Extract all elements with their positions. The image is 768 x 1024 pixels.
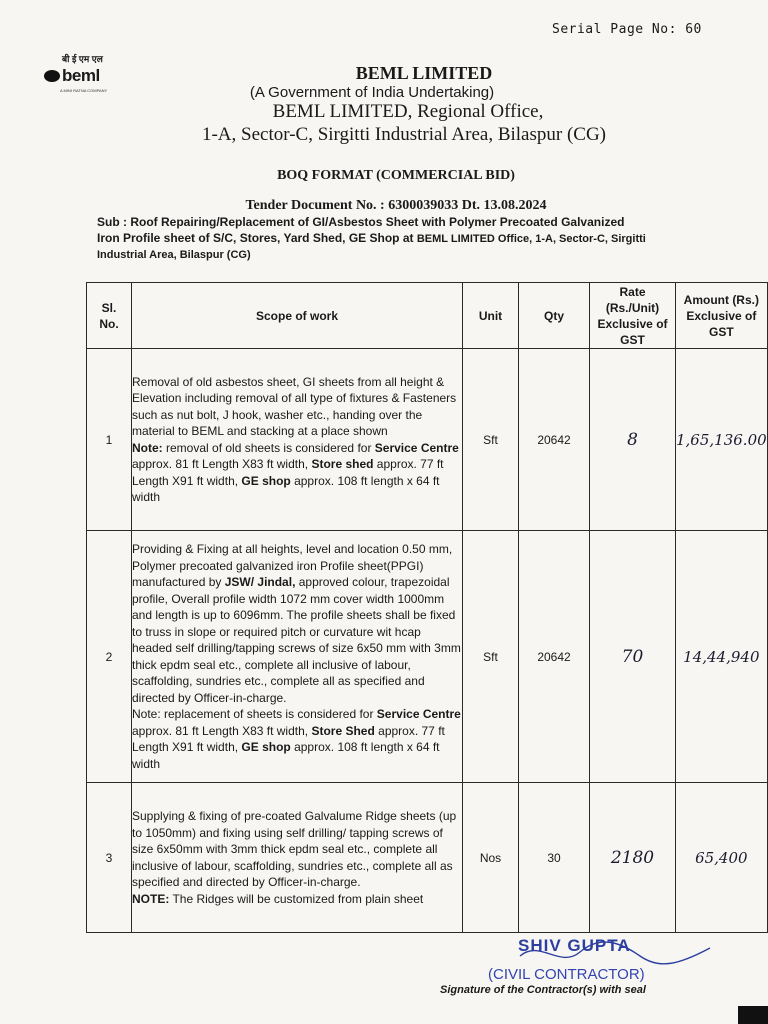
row-qty: 20642	[519, 349, 590, 531]
header-rate: Rate (Rs./Unit) Exclusive of GST	[590, 283, 676, 349]
row-sl: 2	[87, 531, 132, 783]
scope-emphasis: NOTE:	[132, 891, 170, 906]
scope-text: approx. 81 ft Length X83 ft width,	[132, 723, 312, 738]
scope-text: removal of old sheets is considered for	[162, 440, 375, 455]
row-qty: 20642	[519, 531, 590, 783]
scope-emphasis: Service Centre	[376, 707, 461, 721]
company-govt-note: (A Government of India Undertaking)	[249, 84, 495, 101]
scope-text: approx. 77 ft Length X91 ft width,	[132, 723, 445, 754]
scope-text: approx. 108 ft length x 64 ft width	[132, 473, 440, 504]
page-corner-mark	[738, 1006, 768, 1024]
subject-line-3: Industrial Area, Bilaspur (CG)	[97, 249, 251, 261]
header-unit: Unit	[463, 283, 519, 349]
row-rate: 70	[590, 531, 676, 783]
row-rate: 2180	[590, 783, 676, 933]
boq-title: BOQ FORMAT (COMMERCIAL BID)	[277, 168, 515, 183]
row-amount: 1,65,136.00	[676, 349, 768, 531]
subject-line-2a: Iron Profile sheet of S/C, Stores, Yard Shed, GE Shop at	[97, 231, 417, 245]
contractor-name-stamp: SHIV GUPTA	[518, 936, 631, 955]
header-sl: Sl. No.	[87, 283, 132, 349]
scope-text: approx. 108 ft length x 64 ft width	[132, 740, 440, 771]
scope-emphasis: GE shop	[241, 740, 291, 754]
boq-table	[86, 282, 768, 933]
table-row	[87, 531, 768, 783]
subject-line-2b: BEML LIMITED Office, 1-A, Sector-C, Sirgitti	[416, 233, 646, 245]
scope-emphasis: JSW/ Jindal,	[224, 575, 296, 589]
table-row	[87, 783, 768, 933]
subject-line-1: Sub : Roof Repairing/Replacement of GI/Asbestos Sheet with Polymer Precoated Galvanized	[97, 215, 625, 229]
scope-text: Supplying & fixing of pre-coated Galvalume Ridge sheets (up to 1050mm) and fixing using self drilling/ tapping screws of size 6x50mm with 3mm thick epdm seal etc., complete all inclusive of labour, scaffolding, sundries etc., complete all as specified and directed by Officer-in-charge.	[132, 809, 457, 889]
logo-wordmark: beml	[62, 66, 100, 85]
scope-emphasis: Service Centre	[374, 440, 459, 455]
scope-text: approved colour, trapezoidal profile, Overall profile width 1072 mm cover width 1000mm and length is up to 6096mm. The profile sheets shall be fixed to truss in slope or required pitch or curvature wit hcap headed self drilling/tapping screws of size 6x50 mm with 3mm thick epdm seal etc., complete all inclusive of labour, scaffolding, sundries etc., complete all as specified and directed by Officer-in-charge.	[132, 575, 461, 705]
row-qty: 30	[519, 783, 590, 933]
tender-number: Tender Document No. : 6300039033 Dt. 13.08.2024	[245, 198, 547, 213]
contractor-role-stamp: (CIVIL CONTRACTOR)	[488, 966, 645, 983]
signature-caption: Signature of the Contractor(s) with seal	[440, 984, 646, 996]
scope-text: Providing & Fixing at all heights, level and location 0.50 mm, Polymer precoated galvanized iron Profile sheet(PPGI) manufactured by	[132, 542, 453, 589]
row-scope	[132, 349, 463, 531]
scope-text: approx. 81 ft Length X83 ft width,	[132, 457, 312, 471]
serial-page-number: Serial Page No: 60	[552, 22, 702, 37]
scope-text: Note: replacement of sheets is considered for	[132, 707, 377, 721]
subject-block	[97, 214, 717, 263]
row-sl: 1	[87, 349, 132, 531]
logo-tagline: A MINI RATNA COMPANY	[60, 88, 108, 93]
header-scope: Scope of work	[132, 283, 463, 349]
regional-office: BEML LIMITED, Regional Office,	[272, 101, 544, 122]
row-rate: 8	[590, 349, 676, 531]
row-unit: Sft	[463, 531, 519, 783]
scope-emphasis: Store shed	[311, 457, 374, 471]
table-row	[87, 349, 768, 531]
scope-emphasis: Note:	[132, 440, 163, 455]
logo-hindi-text: बी ई एम एल	[62, 54, 103, 64]
table-header-row	[87, 283, 768, 349]
header-amount: Amount (Rs.) Exclusive of GST	[676, 283, 768, 349]
scope-emphasis: Store Shed	[311, 723, 375, 738]
header-qty: Qty	[519, 283, 590, 349]
scope-text: approx. 77 ft Length X91 ft width,	[132, 457, 444, 488]
office-address: 1-A, Sector-C, Sirgitti Industrial Area, Bilaspur (CG)	[201, 124, 607, 145]
row-unit: Sft	[463, 349, 519, 531]
row-amount: 65,400	[676, 783, 768, 933]
company-name: BEML LIMITED	[355, 63, 493, 83]
scope-text: The Ridges will be customized from plain sheet	[169, 891, 424, 906]
row-sl: 3	[87, 783, 132, 933]
scope-emphasis: GE shop	[241, 473, 291, 488]
row-scope	[132, 531, 463, 783]
scope-text: Removal of old asbestos sheet, GI sheets from all height & Elevation including removal of all type of fixtures & Fasteners such as nut bolt, J hook, washer etc., handing over the material to BEML and stacking at a place shown	[132, 374, 457, 438]
row-scope	[132, 783, 463, 933]
row-amount: 14,44,940	[676, 531, 768, 783]
row-unit: Nos	[463, 783, 519, 933]
